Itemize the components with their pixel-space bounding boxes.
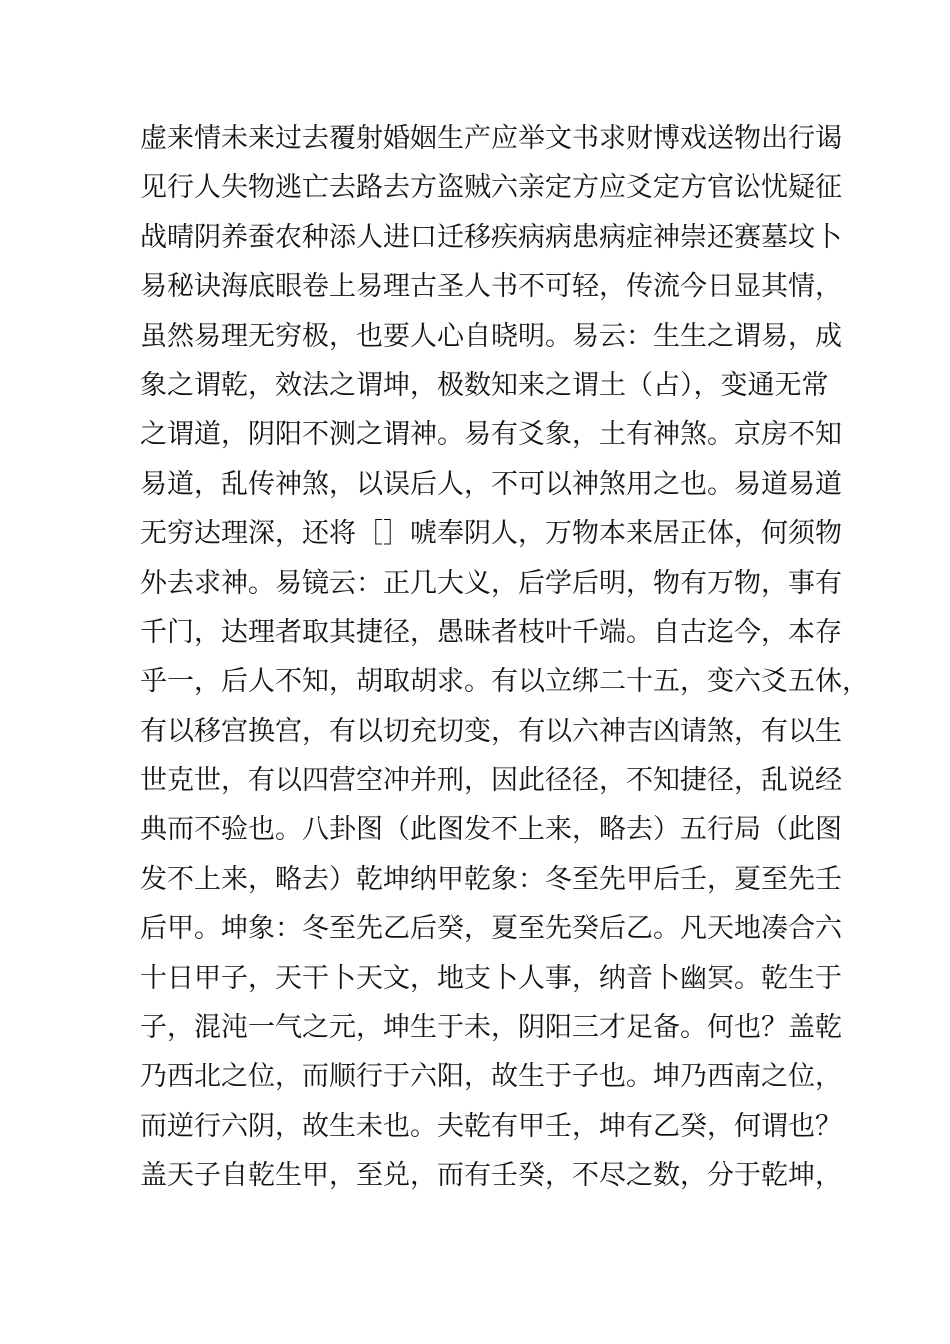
text-line: 易道，乱传神煞，以误后人，不可以神煞用之也。易道易道: [140, 468, 842, 500]
text-line: 虽然易理无穷极，也要人心自晓明。易云：生生之谓易，成: [140, 320, 842, 352]
text-line: 发不上来，略去）乾坤纳甲乾象：冬至先甲后壬，夏至先壬: [140, 863, 842, 895]
text-line: 典而不验也。八卦图（此图发不上来，略去）五行局（此图: [140, 814, 842, 846]
text-line: 后甲。坤象：冬至先乙后癸，夏至先癸后乙。凡天地凑合六: [140, 913, 842, 945]
text-line: 十日甲子，天干卜天文，地支卜人事，纳音卜幽冥。乾生于: [140, 962, 842, 994]
text-line: 见行人失物逃亡去路去方盗贼六亲定方应爻定方官讼忧疑征: [140, 172, 842, 204]
text-line: 外去求神。易镜云：正几大义，后学后明，物有万物，事有: [140, 567, 842, 599]
text-line: 战晴阴养蚕农种添人进口迁移疾病病患病症神崇还赛墓坟卜: [140, 221, 842, 253]
text-line: 千门，达理者取其捷径，愚昧者枝叶千端。自古迄今，本存: [140, 616, 842, 648]
text-line: 象之谓乾，效法之谓坤，极数知来之谓土（占），变通无常: [140, 369, 829, 401]
text-line: 易秘诀海底眼卷上易理古圣人书不可轻，传流今日显其情，: [140, 271, 842, 303]
text-line: 盖天子自乾生甲，至兑，而有壬癸，不尽之数，分于乾坤，: [140, 1160, 842, 1192]
text-line: 虚来情未来过去覆射婚姻生产应举文书求财博戏送物出行谒: [140, 123, 842, 154]
text-line: 之谓道，阴阳不测之谓神。易有爻象，土有神煞。京房不知: [140, 419, 842, 451]
text-line: 乃西北之位，而顺行于六阳，故生于子也。坤乃西南之位，: [140, 1061, 842, 1093]
text-line: 无穷达理深，还将［］唬奉阴人，万物本来居正体，何须物: [140, 518, 842, 550]
text-line: 世克世，有以四营空冲并刑，因此径径，不知捷径，乱说经: [140, 765, 842, 797]
text-line: 有以移宫换宫，有以切充切变，有以六神吉凶请煞，有以生: [140, 715, 842, 747]
text-line: 子，混沌一气之元，坤生于未，阴阳三才足备。何也？盖乾: [140, 1012, 842, 1044]
text-line: 乎一，后人不知，胡取胡求。有以立绑二十五，变六爻五休，: [140, 666, 869, 698]
body-text: [140, 114, 869, 1201]
text-line: 而逆行六阴，故生未也。夫乾有甲壬，坤有乙癸，何谓也？: [140, 1110, 842, 1142]
